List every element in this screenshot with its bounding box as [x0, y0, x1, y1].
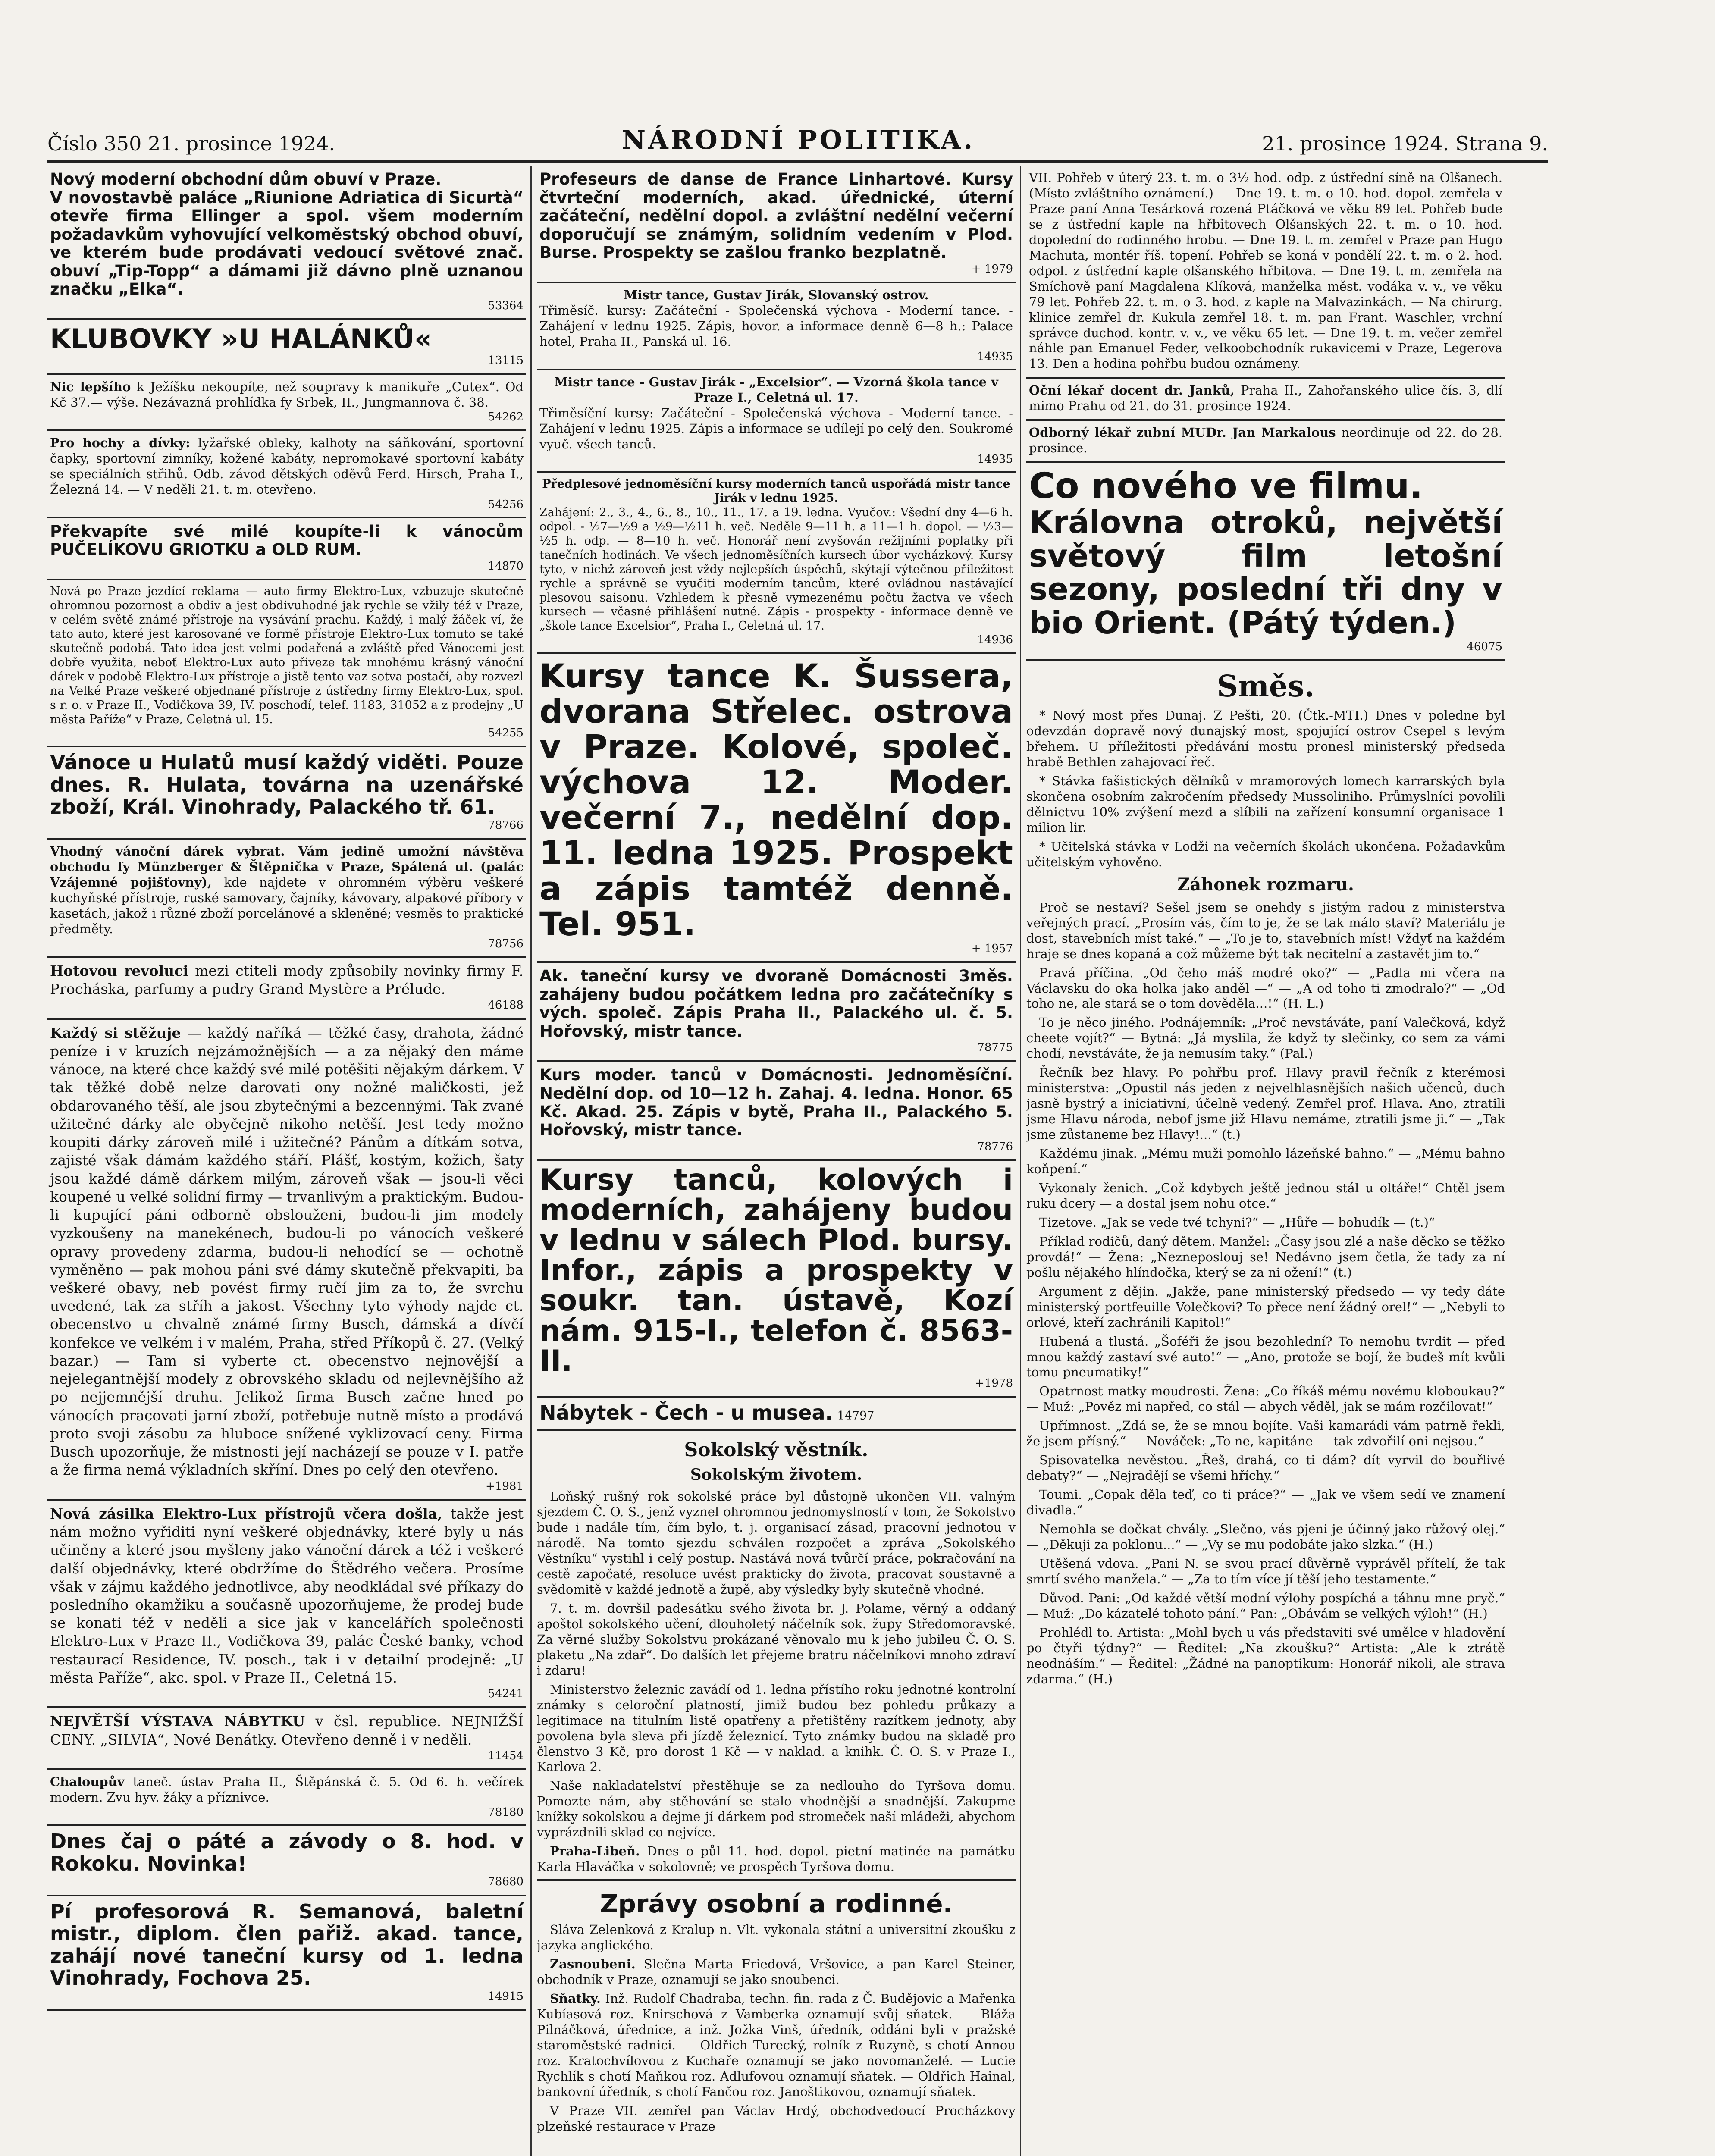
sokol-subtitle: Sokolským životem. — [690, 1466, 862, 1484]
sokol-title: Sokolský věstník. — [684, 1438, 868, 1461]
issue-date-right: 21. prosince 1924. Strana 9. — [1262, 132, 1548, 155]
sokol-section: Sokolský věstník. Sokolským životem. Loňský rušný rok sokolské práce byl důstojně ukončen VII. valným sjezdem Č. O. S., jenž vyznel ohromnou jednomyslností v tom, že Sokolstvo bude i nadále tím, čím bylo, t. j. organisací zásad, pracovní jednotou v národě. Na tomto sjezdu schválen rozpočet a zpráva „Sokolského Věstníku“ vystihl i celý postup. Nastává nová tvůrčí práce, pokračování na cestě započaté, resoluce uvést prakticky do života, pracovat soustavně a svědomitě v každé jednotě a župě, aby výsledky byly skutečně vhodné. 7. t. m. dovršil padesátku svého života br. J. Polame, věrný a oddaný apoštol sokolského učení, dlouholetý náčelník sok. župy Středomoravské. Za věrné služby Sokolstvu prokázané věnovalo mu k jeho jubileu Č. O. S. plaketu „Na zdař“. Do dalších let přejeme bratru náčelníkovi mnoho zdraví i zdaru! Ministerstvo železnic zavádí od 1. ledna přístího roku jednotné kontrolní známky s celoroční platností, jimiž budou bez pohledu průkazy a legitimace na titulním listě opatřeny a přetištěny razítkem jednoty, aby povolena byla sleva při jízdě železnicí. Tyto známky budou na skladě pro členstvo 3 Kč, pro dorost 1 Kč — v naklad. a knihk. Č. O. S. v Praze I., Karlova 2. Naše nakladatelství přestěhuje se za nedlouho do Tyršova domu. Pomozte nám, aby stěhování se stalo vhodnější a snadnější. Zakupme knížky sokolskou a dejme jí dárkem pod stromeček naší mládeži, abychom vyprázdnili sklad co nejvíce. Praha-Libeň. Dnes o půl 11. hod. dopol. pietní matinée na památku Karla Hlaváčka v sokolovně; ve prospěch Tyršova domu. — [537, 1438, 1016, 1874]
ad-jirak-preplesove: Předplesové jednoměsíční kursy moderních tanců uspořádá mistr tance Jirák v lednu 1925. Zahájení: 2., 3., 4., 6., 8., 10., 11., 17. a 19. ledna. Vyučov.: Všední dny 4—6 h. odpol. - ½7—½9 a ½9—½11 h. več. Neděle 9—11 h. a 11—1 h. dopol. — ½3—½5 h. odp. — 8—10 h. več. Honorář není zvyšován režijními poplatky při tanečních hodinách. Ve všech jednoměsíčních kursech úbor vycházkový. Kursy tyto, v nichž zároveň jest vždy nejlepších úspěchů, skýtají výtečnou příležitost rychle a správně se vyučiti moderním tancům, které ovládnou nastávající plesovou saisonu. Vzhledem k přesně vymezenému počtu žactva ve všech kursech — včasné přihlášení nutné. Zápis - prospekty - informace denně ve „škole tance Excelsior“, Praha I., Celetná ul. 17. 14936 — [537, 473, 1016, 654]
ad-manicure: Nic lepšího k Ježíšku nekoupíte, než soupravy k manikuře „Cutex“. Od Kč 37.— výše. Nezávazná prohlídka fy Srbek, II., Jungmannova č. 38. 54262 — [47, 375, 526, 431]
notice-dr-janku: Oční lékař docent dr. Janků, Praha II., Zahořanského ulice čís. 3, dlí mimo Prahu od 21. do 31. prosince 1924. — [1026, 379, 1505, 421]
ad-horovsky-3mes: Ak. taneční kursy ve dvoraně Domácnosti 3měs. zahájeny budou počátkem ledna pro začátečníky s vých. společ. Zápis Praha II., Palackého ul. č. 5. Hořovský, mistr tance. 78775 — [537, 963, 1016, 1062]
ad-elektrolux-shipment: Nová zásilka Elektro-Lux přístrojů včera došla, takže jest nám možno vyřiditi nyní veškeré objednávky, které byly u nás učiněny a které jsou myšleny jako vánoční dárek a též i veškeré další objednávky, které obdržíme do Štědrého večera. Prosíme však v zájmu každého jednotlivce, aby neodkládal své příkazy do posledního okamžiku a současně upozorňujeme, že prodej bude se konati též v neděli a sice jak v kancelářích společnosti Elektro-Lux v Praze II., Vodičkova 39, palác České banky, vchod restaurací Residence, IV. posch., tak i v detailní prodejně: „U města Paříže“, akc. spol. v Praze II., Celetná 15. 54241 — [47, 1501, 526, 1708]
obituaries-continued: VII. Pohřeb v úterý 23. t. m. o 3½ hod. odp. z ústřední síně na Olšanech. (Místo zvláštního oznámení.) — Dne 19. t. m. o 10. hod. dopol. zemřela v Praze paní Anna Tesárková rozená Ptáčková ve věku 89 let. Pohřeb bude se z ústřední kaple na hřbitovech Olšanských 22. t. m. o 10. hod. dopolední do rodinného hrobu. — Dne 19. t. m. zemřel v Praze pan Hugo Machuta, montér říš. topení. Pohřeb se koná v pondělí 22. t. m. o 2. hod. odpol. z ústřední kaple olšanského hřbitova. — Dne 19. t. m. zemřela na Smíchově paní Magdalena Klíková, manželka měst. vodáka v. v., ve věku 79 let. Pohřeb 22. t. m. o 3. hod. z kaple na Malvazinkách. — Na chirurg. klinice zemřel dr. Kukula zemřel 18. t. m. pan Frant. Waschler, vrchní správce duchod. kontr. v. v., ve věku 65 let. — Dne 19. t. m. večer zemřel náhle pan Emanuel Feder, velkoobchodník rukavicemi v Praze, Legerova 13. Den a hodina pohřbu budou oznámeny. — [1026, 166, 1505, 379]
column-1 — [47, 166, 526, 2156]
column-divider-1 — [530, 166, 532, 2156]
newspaper-title: NÁRODNÍ POLITIKA. — [622, 125, 975, 155]
ad-rokoko: Dnes čaj o páté a závody o 8. hod. v Rokoku. Novinka! 78680 — [47, 1826, 526, 1896]
notice-dr-markalous: Odborný lékař zubní MUDr. Jan Markalous neordinuje od 22. do 28. prosince. — [1026, 421, 1505, 463]
ad-elektrolux-car: Nová po Praze jezdící reklama — auto firmy Elektro-Lux, vzbuzuje skutečně ohromnou pozornost a obdiv a jest obdivuhodné jak rychle se vžily též v Praze, v celém světě známé přístroje na vysávání prachu. Každý, i malý žáček ví, že tato auto, které jest karosované ve formě přístroje Elektro-Lux tomuto se také skutečně podobá. Tato idea jest velmi podařená a zvláště před Vánocemi jest dobře využita, neboť Elektro-Lux auto přiveze tak mnohému krásný vánoční dárek v podobě Elektro-Lux přístroje a jistě tento vaz sotva postačí, aby rozvezl na Velké Praze veškeré objednané přístroje z ústředny firmy Elektro-Lux, spol. s r. o. v Praze II., Vodičkova 39, IV. poschodí, telef. 1183, 31052 a z prodejny „U města Paříže“ v Praze, Celetná ul. 15. 54255 — [47, 580, 526, 747]
ad-sussera: Kursy tance K. Šussera, dvorana Střelec. ostrova v Praze. Kolové, společ. výchova 12. Moder. večerní 7., nedělní dop. 11. ledna 1925. Prospekt a zápis tamtéž denně. Tel. 951. + 1957 — [537, 654, 1016, 963]
ad-semanova: Pí profesorová R. Semanová, baletní mistr., diplom. člen pařiž. akad. tance, zahájí nové taneční kursy od 1. ledna Vinohrady, Fochova 25. 14915 — [47, 1896, 526, 2011]
ad-shoe-store: Nový moderní obchodní dům obuví v Praze. V novostavbě paláce „Riunione Adriatica di Sicurtà“ otevře firma Ellinger a spol. všem moderním požadavkům vyhovující velkoměstský obchod obuví, ve kterém bude prodávati vedoucí světové znač. obuví „Tip-Topp“ a dámami již dávno plně uznanou značku „Elka“. 53364 — [47, 166, 526, 320]
smes-title: Směs. — [1216, 669, 1315, 704]
ad-griotka: Překvapíte své milé koupíte-li k vánocům PUČELÍKOVU GRIOTKU a OLD RUM. 14870 — [47, 518, 526, 580]
ad-klubovky: KLUBOVKY »U HALÁNKŮ« 13115 — [47, 320, 526, 375]
ad-jirak-excelsior: Mistr tance - Gustav Jirák - „Excelsior“. — Vzorná škola tance v Praze I., Celetná ul. 17. Třiměsíční kursy: Začáteční - Společenská výchova - Moderní tance. - Zahájení v lednu 1925. Zápis a informace se udílejí po celý den. Soukromé vyuč. všech tanců. 14935 — [537, 370, 1016, 473]
header-rule — [47, 160, 1548, 163]
column-3 — [1026, 166, 1505, 2156]
smes-section: Směs. * Nový most přes Dunaj. Z Pešti, 20. (Čtk.-MTI.) Dnes v poledne byl odevzdán dopravě nový dunajský most, spojující ostrov Csepel s levým břehem. U příležitosti předávání mostu pronesl ministerský předseda hrabě Bethlen zahajovací řeč. * Stávka fašistických dělníků v mramorových lomech karrarských byla skončena osobním zakročením předsedy Mussoliniho. Průmyslníci povolili dělnictvu 10% zvýšení mezd a slíbili na zařízení konsumní organisace 1 milion lir. * Učitelská stávka v Lodži na večerních školách ukončena. Požadavkům učitelským vyhověno. — [1026, 668, 1505, 870]
film-title: Co nového ve filmu. — [1029, 466, 1423, 507]
ad-linhartova: Profeseurs de danse de France Linhartové. Kursy čtvrteční moderních, akad. úřednické, úterní začáteční, nedělní dopol. a zvláštní nedělní večerní doporučují se známým, solidním vedením v Plod. Burse. Prospekty se zašlou franko bezplatně. + 1979 — [537, 166, 1016, 283]
ad-children-clothes: Pro hochy a dívky: lyžařské obleky, kalhoty na sáňkování, sportovní čapky, sportovní zimníky, kožené kabáty, nepromokavé sportovní kabáty se speciálních střihů. Odb. závod dětských oděvů Ferd. Hirsch, Praha I., Železná 14. — V neděli 21. t. m. otevřeno. 54256 — [47, 431, 526, 518]
ad-hulata: Vánoce u Hulatů musí každý viděti. Pouze dnes. R. Hulata, továrna na uzenářské zboží, Král. Vinohrady, Palackého tř. 61. 78766 — [47, 747, 526, 840]
ad-chaloupa: Chaloupův taneč. ústav Praha II., Štěpánská č. 5. Od 6. h. večírek modern. Zvu hyv. žáky a příznivce. 78180 — [47, 1770, 526, 1826]
personal-news-title: Zprávy osobní a rodinné. — [600, 1889, 953, 1919]
ad-nabytek-cech: Nábytek - Čech - u musea. 14797 — [537, 1398, 1016, 1431]
ad-jirak-slovansky: Mistr tance, Gustav Jirák, Slovanský ostrov. Třiměsíč. kursy: Začáteční - Společenská výchova - Moderní tance. - Zahájení v lednu 1925. Zápis, hovor. a informace denně 6—8 h.: Palace hotel, Praha II., Panská ul. 16. 14935 — [537, 283, 1016, 370]
ad-munzberger: Vhodný vánoční dárek vybrat. Vám jedině umožní návštěva obchodu fy Münzberger & Štěpnička v Praze, Spálená ul. (palác Vzájemné pojišťovny), kde najdete v ohromném výběru veškeré kuchyňské přístroje, ruské samovary, čajníky, kávovary, alpakové příbory v kasetách, jakož i různé zboží porcelánové a skleněné; vesměs to praktické předměty. 78756 — [47, 840, 526, 958]
column-divider-2 — [1020, 166, 1021, 2156]
zahonek-title: Záhonek rozmaru. — [1177, 874, 1354, 895]
zahonek-section: Záhonek rozmaru. Proč se nestaví? Sešel jsem se onehdy s jistým radou z ministerstva veřejných prací. „Prosím vás, čím to je, že se tak málo staví? Materiálu je dost, stavebních míst také.“ — „To je to, stavebních míst! Vždyť na každém hraje se dnes kopaná a což můžeme být tak necitelní a zastavět jim to.“ Pravá příčina. „Od čeho máš modré oko?“ — „Padla mi včera na Václavsku do oka holka jako anděl —“ — „A od toho ti zmodralo?“ — „Od toho ne, ale stará se o tom dověděla...!“ (H. L.) To je něco jiného. Podnájemník: „Proč nevstáváte, paní Valečková, když cheete vojít?“ — Bytná: „Já myslila, že když ty slečinky, co sem za vámi chodí, nevstáváte, že ja nemusím taky.“ (Pal.) Řečník bez hlavy. Po pohřbu prof. Hlavy pravil řečník z kterémosi ministerstva: „Opustil nás jeden z nejvelhlasnějších našich učenců, duch jasně bystrý a iniciativní, účelně vedený. Zemřel prof. Hlava. Ano, ztratili jsme Hlavu národa, nebof jsme již Hlavu nemáme, ztratili jsme ji.“ — „Tak jsme zůstaneme bez Hlavy!...“ (t.) Každému jinak. „Mému muži pomohlo lázeňské bahno.“ — „Mému bahno koňpení.“ Vykonaly ženich. „Což kdybych ještě jednou stál u oltáře!“ Chtěl jsem ruku dcery — a dostal jsem nohu otce.“ Tizetove. „Jak se vede tvé tchyni?“ — „Hůře — bohudík — (t.)“ Příklad rodičů, daný dětem. Manžel: „Časy jsou zlé a naše děcko se těžko provdá!“ — Žena: „Nezneposlouj se! Nedávno jsem četla, že tady za ní pošlu nějakého hlíndočka, který se za ni ožení!“ (t.) Argument z dějin. „Jakže, pane ministerský předsedo — vy tedy dáte ministerský portfeuille Volečkovi? To přece není žádný orel!“ — „Nebyli to orlové, kteří zachránili Kapitol!“ Hubená a tlustá. „Šoféři že jsou bezohlední? To nemohu tvrdit — před mnou každý zastaví své auto!“ — „Ano, protože se bojí, že budeš mít kvůli tomu pneumatiky!“ Opatrnost matky moudrosti. Žena: „Co říkáš mému novému kloboukau?“ — Muž: „Pověz mi napřed, co stál — abych věděl, jak se mám rozčilovat!“ Upřímnost. „Zdá se, že se mnou bojíte. Vaši kamarádi vám patrně řekli, že jsem přísný.“ — Nováček: „To ne, kapitáne — tak zdvořilí oni nejsou.“ Spisovatelka nevěstou. „Řeš, drahá, co ti dám? dít vyrvil do bouřlivé debaty?“ — „Nejradějí se všemi hříchy.“ Toumi. „Copak děla teď, co ti práce?“ — „Jak ve všem sedí ve znamení divadla.“ Nemohla se dočkat chvály. „Slečno, vás pjeni je účinný jako růžový olej.“ — „Děkuji za poklonu...“ — „Vy se mu podobáte jako slzka.“ (H.) Utěšená vdova. „Pani N. se svou prací důvěrně vyprávěl přítelí, že tak smrtí svého manžela.“ — „Za to tím více jí těší jeho testamente.“ Důvod. Pani: „Od každé větší modní výlohy pospíchá a táhnu mne pryč.“ — Muž: „Do kázatelé tohoto pání.“ Pan: „Obávám se velkých výloh!“ (H.) Prohlédl to. Artista: „Mohl bych u vás představiti své umělce v hladovění po čtyři týdny?“ — Ředitel: „Na zkoušku?“ Artista: „Ale k ztrátě neodnáším.“ — Ředitel: „Žádné na panoptikum: Honorář nikoli, ale strava zdarma.“ (H.) — [1026, 874, 1505, 1686]
ad-kursy-tancu: Kursy tanců, kolových i moderních, zahájeny budou v lednu v sálech Plod. bursy. Infor., zápis a prospekty v soukr. tan. ústavě, Kozí nám. 915-I., telefon č. 8563-II. +1978 — [537, 1161, 1016, 1398]
ad-horovsky-kurs: Kurs moder. tanců v Domácnosti. Jednoměsíční. Nedělní dop. od 10—12 h. Zahaj. 4. ledna. Honor. 65 Kč. Akad. 25. Zápis v bytě, Praha II., Palackého 5. Hořovský, mistr tance. 78776 — [537, 1062, 1016, 1160]
personal-news-section: Zprávy osobní a rodinné. Sláva Zelenková z Kralup n. Vlt. vykonala státní a universitní zkoušku z jazyka anglického. Zasnoubeni. Slečna Marta Friedová, Vršovice, a pan Karel Steiner, obchodník v Praze, oznamují se jako snoubenci. Sňatky. Inž. Rudolf Chadraba, techn. fin. rada z Č. Budějovic a Mařenka Kubíasová roz. Knirschová z Vamberka oznamují svůj sňatek. — Bláža Pilnáčková, úřednice, a inž. Jožka Vinš, úředník, oddáni byli v pražské staroměstské radnici. — Oldřich Turecký, rolník z Ruzyně, s chotí Annou roz. Kratochvílovou z Kuchaře oznamují se jako novomanželé. — Lucie Rychlík s chotí Maňkou roz. Adlufovou oznamují sňatek. — Oldřich Hainal, bankovní úředník, s chotí Fančou roz. Janoštikovou, oznamují sňatek. V Praze VII. zemřel pan Václav Hrdý, obchodvedoucí Procházkovy plzeňské restaurace v Praze — [537, 1879, 1016, 2134]
film-section: Co nového ve filmu. Královna otroků, největší světový film letošní sezony, poslední tři dny v bio Orient. (Pátý týden.) 46075 — [1026, 463, 1505, 661]
issue-date-left: Číslo 350 21. prosince 1924. — [47, 132, 335, 155]
ad-prochaska: Hotovou revoluci mezi ctiteli mody způsobily novinky firmy F. Procháska, parfumy a pudry Grand Mystère a Prélude. 46188 — [47, 958, 526, 1020]
column-2 — [537, 166, 1016, 2156]
masthead — [47, 116, 1548, 155]
ad-busch: Každý si stěžuje — každý naříká — těžké časy, drahota, žádné peníze i v kruzích nejzámožnějších — a za nějaký den máme vánoce, na které chce každý své milé potěšiti nějakým dárkem. V tak těžké době nelze darovati ony nožné maličkosti, jež obdarovaného těší, ale jsou zbytečnými a bezcennými. Tak zvané užitečné dárky ale obyčejně nikoho netěší. Jest tedy možno koupiti dárky zároveň milé i užitečné? Pánům a dítkám sotva, zajisté však dámám každého stáří. Plášť, kostým, kožich, šaty jsou každé dámě dárkem milým, zároveň však — jsou-li věci koupené u velké solidní firmy — trvanlivým a praktickým. Budou-li kupující páni odborně obslouženi, budou-li jim modely vyzkoušeny na manekénech, budou-li po vánocích veškeré opravy provedeny zdarma, budou-li nehodící se — ochotně vyměněno — pak mohou páni své dámy skutečně překvapiti, ba veškeré obavy, neb povést firmy ručí jim za to, že svrchu uvedené, tak za stříh a jakost. Všechny tyto výhody najde ct. obecenstvo u chvalně známé firmy Busch, dámská a dívčí konfekce ve velkém i v malém, Praha, střed Příkopů č. 27. (Velký bazar.) — Tam si vyberte ct. obecenstvo nejnovější a nejelegantnější modely z obrovského skladu od nejlevnějšího až po nejjemnější druhu. Jelikož firma Busch začne hned po vánocích pracovati jarní zboží, potřebuje nutně místo a prodává proto svoji zásobu za hluboce snížené vyklizovací ceny. Firma Busch upozorňuje, že mistnosti její nacházejí se pouze v I. patře a že firma nemá výkladních skříní. Dnes po celý den otevřeno. +1981 — [47, 1020, 526, 1501]
ad-furniture-silvia: NEJVĚTŠÍ VÝSTAVA NÁBYTKU v čsl. republice. NEJNIŽŠÍ CENY. „SILVIA“, Nové Benátky. Otevřeno denně i v neděli. 11454 — [47, 1708, 526, 1770]
